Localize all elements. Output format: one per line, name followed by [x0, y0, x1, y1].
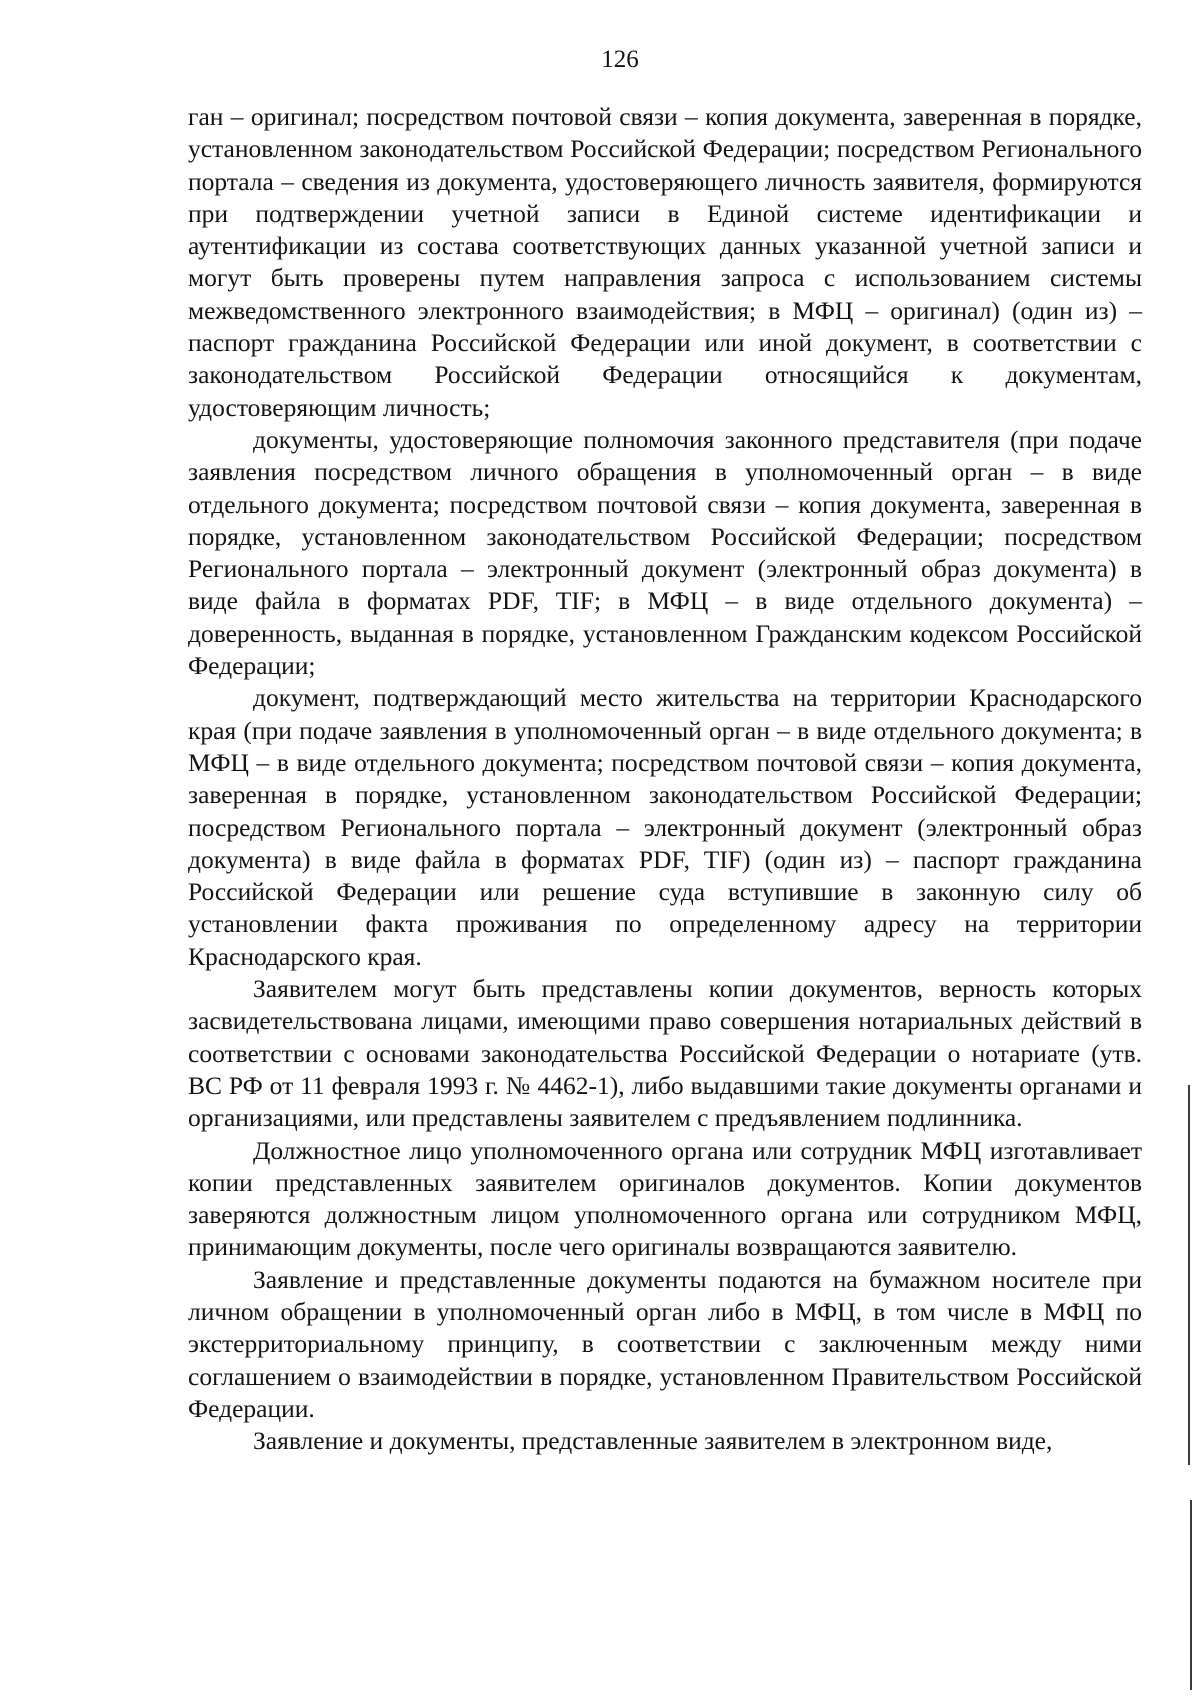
scan-edge-line: [1190, 1500, 1192, 1690]
page-number: 126: [601, 46, 639, 73]
paragraph-official-copies: Должностное лицо уполномоченного органа или сотрудник МФЦ изготавливает копии представленных заявителем оригиналов документов. Копии документов заверяются должностным лицом уполномоченного органа или сотрудником МФЦ, принимающим документы, после чего оригиналы возвращаются заявителю.: [188, 1135, 1142, 1262]
paragraph-continuation: ган – оригинал; посредством почтовой связи – копия документа, заверенная в порядке, установленном законодательством Российской Федерации; посредством Регионального портала – сведения из документа, удостоверяющего личность заявителя, формируются при подтверждении учетной записи в Единой системе идентификации и аутентификации из состава соответствующих данных указанной учетной записи и могут быть проверены путем направления запроса с использованием системы межведомственного электронного взаимодействия; в МФЦ – оригинал) (один из) – паспорт гражданина Российской Федерации или иной документ, в соответствии с законодательством Российской Федерации относящийся к документам, удостоверяющим личность;: [188, 102, 1142, 422]
paragraph-electronic-submission: Заявление и документы, представленные заявителем в электронном виде,: [253, 1426, 1053, 1456]
scan-edge-line: [1188, 1085, 1190, 1465]
document-body: [188, 101, 1142, 1457]
paragraph-paper-submission: Заявление и представленные документы подаются на бумажном носителе при личном обращении в уполномоченный орган либо в МФЦ, в том числе в МФЦ по экстерриториальному принципу, в соответствии с заключенным между ними соглашением о взаимодействии в порядке, установленном Правительством Российской Федерации.: [188, 1264, 1142, 1423]
paragraph-representative-documents: документы, удостоверяющие полномочия законного представителя (при подаче заявления посредством личного обращения в уполномоченный орган – в виде отдельного документа; посредством почтовой связи – копия документа, заверенная в порядке, установленном законодательством Российской Федерации; посредством Регионального портала – электронный документ (электронный образ документа) в виде файла в форматах PDF, TIF; в МФЦ – в виде отдельного документа) – доверенность, выданная в порядке, установленном Гражданским кодексом Российской Федерации;: [188, 424, 1142, 681]
paragraph-notarized-copies: Заявителем могут быть представлены копии документов, верность которых засвидетельствована лицами, имеющими право совершения нотариальных действий в соответствии с основами законодательства Российской Федерации о нотариате (утв. ВС РФ от 11 февраля 1993 г. № 4462-1), либо выдавшими такие документы органами и организациями, или представлены заявителем с предъявлением подлинника.: [188, 974, 1142, 1133]
paragraph-residence-document: документ, подтверждающий место жительства на территории Краснодарского края (при подаче заявления в уполномоченный орган – в виде отдельного документа; в МФЦ – в виде отдельного документа; посредством почтовой связи – копия документа, заверенная в порядке, установленном законодательством Российской Федерации; посредством Регионального портала – электронный документ (электронный образ документа) в виде файла в форматах PDF, TIF) (один из) – паспорт гражданина Российской Федерации или решение суда вступившие в законную силу об установлении факта проживания по определенному адресу на территории Краснодарского края.: [188, 683, 1142, 971]
